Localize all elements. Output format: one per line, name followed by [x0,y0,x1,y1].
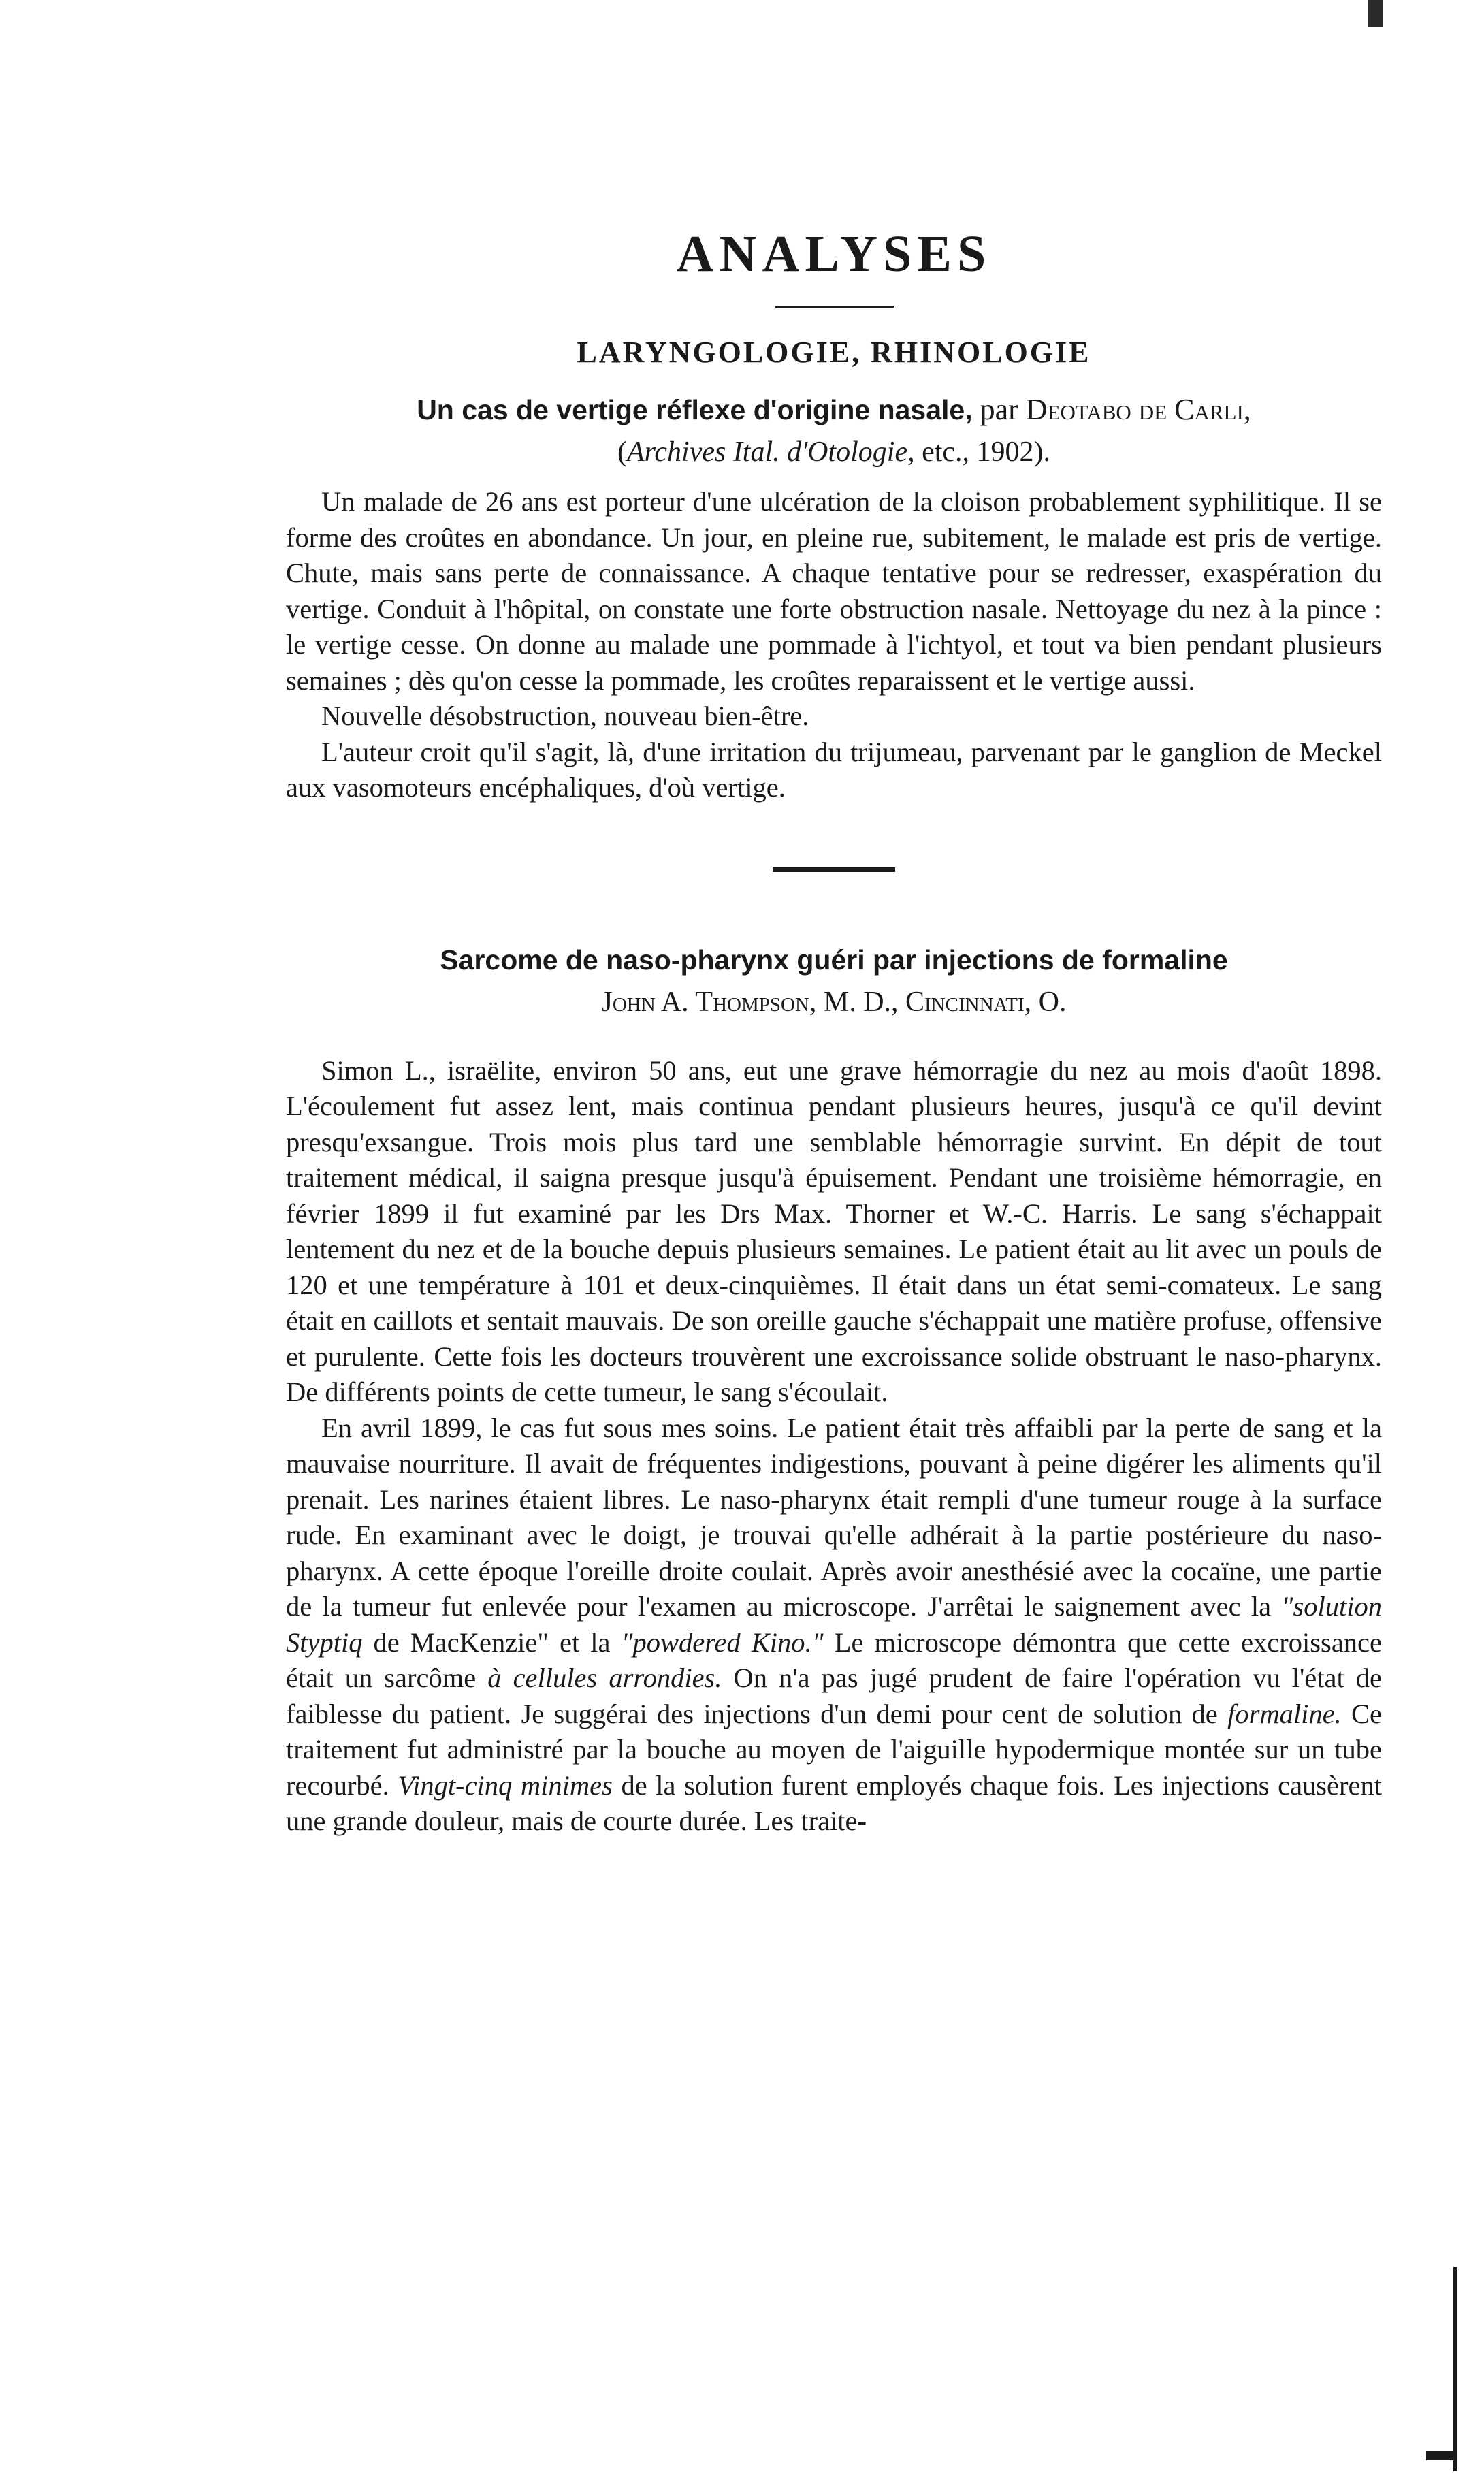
p2-part-a: En avril 1899, le cas fut sous mes soins. Le patient était très affaibli par la perte de sang et la mauvaise nourriture. Il avait de fréquentes indigestions, pouvant à peine digérer les aliments qu'il prenait. Les narines étaient libres. Le naso-pharynx était rempli d'une tumeur rouge à la surface rude. En examinant avec le doigt, je trouvai qu'elle adhérait à la partie postérieure du naso-pharynx. A cette époque l'oreille droite coulait. Après avoir anesthésié avec la cocaïne, une partie de la tumeur fut enlevée pour l'examen au microscope. J'arrêtai le saignement avec la [286,1412,1382,1622]
article-2-paragraph-1: Simon L., israëlite, environ 50 ans, eut une grave hémorragie du nez au mois d'août 1898. L'écoulement fut assez lent, mais continua pendant plusieurs heures, jusqu'à ce qu'il devint presqu'exsangue. Trois mois plus tard une semblable hémorragie survint. En dépit de tout traitement médical, il saigna presque jusqu'à épuisement. Pendant une troisième hémorragie, en février 1899 il fut examiné par les Drs Max. Thorner et W.-C. Harris. Le sang s'échappait lentement du nez et de la bouche depuis plusieurs semaines. Le patient était au lit avec un pouls de 120 et une température à 101 et deux-cinquièmes. Il était dans un état semi-comateux. Le sang était en caillots et sentait mauvais. De son oreille gauche s'échappait une matière profuse, offensive et purulente. Cette fois les docteurs trouvèrent une excroissance solide obstruant le naso-pharynx. De différents points de cette tumeur, le sang s'écoulait. [286,1055,1382,1407]
p2-part-e: Ce traitement fut administré par la bouche au moyen de l'aiguille hypodermique montée sur un tube recourbé. [286,1698,1382,1801]
article-1-source: (Archives Ital. d'Otologie, etc., 1902). [617,436,1051,468]
scan-corner-mark [1426,2451,1457,2460]
article-2 [286,940,1382,1839]
p2-part-d: On n'a pas jugé prudent de faire l'opération vu l'état de faiblesse du patient. Je suggérai des injections d'un demi pour cent de solution de [286,1662,1383,1729]
article-1-paragraph-3: L'auteur croit qu'il s'agit, là, d'une irritation du trijumeau, parvenant par le ganglion de Meckel aux vasomoteurs encéphaliques, d'où vertige. [286,736,1382,803]
p2-part-f: de la solution furent employés chaque fois. Les injections causèrent une grande douleur, mais de courte durée. Les traite- [286,1769,1382,1836]
scan-edge-mark [1453,2267,1457,2471]
p2-part-c: Le microscope démontra que cette excroissance était un sarcôme [286,1626,1382,1693]
article-1-source-rest: etc., 1902). [922,436,1051,468]
article-2-author: John A. Thompson, M. D., Cincinnati, O. [601,986,1067,1018]
article-1-title-text: Un cas de vertige réflexe d'origine nasale, [417,394,973,425]
article-1-title [286,390,1382,430]
article-1 [286,390,1382,806]
article-separator [773,867,895,872]
p2-italic-cells: à cellules arrondies. [487,1662,722,1693]
article-1-paragraph-1: Un malade de 26 ans est porteur d'une ulcération de la cloison probablement syphilitique. Il se forme des croûtes en abondance. Un jour, en pleine rue, subitement, le malade est pris de vertige. Chute, mais sans perte de connaissance. A chaque tentative pour se redresser, exaspération du vertige. Conduit à l'hôpital, on constate une forte obstruction nasale. Nettoyage du nez à la pince : le vertige cesse. On donne au malade une pommade à l'ichtyol, et tout va bien pendant plusieurs semaines ; dès qu'on cesse la pommade, les croûtes reparaissent et le vertige aussi. [286,486,1382,696]
article-1-author: Deotabo de Carli, [1025,393,1251,426]
article-1-title-by: par [980,393,1018,426]
p2-italic-formaline: formaline. [1227,1698,1342,1729]
p2-italic-kino: "powdered Kino." [621,1626,824,1658]
section-heading: LARYNGOLOGIE, RHINOLOGIE [577,336,1091,369]
corner-mark-top [1368,0,1383,27]
article-1-paragraph-2: Nouvelle désobstruction, nouveau bien-être. [321,701,809,731]
article-2-title [286,940,1382,980]
page-body [286,225,1382,1839]
article-1-journal: Archives Ital. d'Otologie, [626,436,915,468]
page-title: ANALYSES [676,225,992,283]
title-rule [775,306,894,308]
p2-part-b: de MacKenzie" et la [362,1626,622,1658]
article-2-title-text: Sarcome de naso-pharynx guéri par injections de formaline [440,944,1228,976]
article-2-paragraph-2 [286,1411,1382,1839]
p2-italic-minimes: Vingt-cinq minimes [398,1769,613,1801]
p2-italic-styptic: "solution Styptiq [286,1591,1382,1658]
